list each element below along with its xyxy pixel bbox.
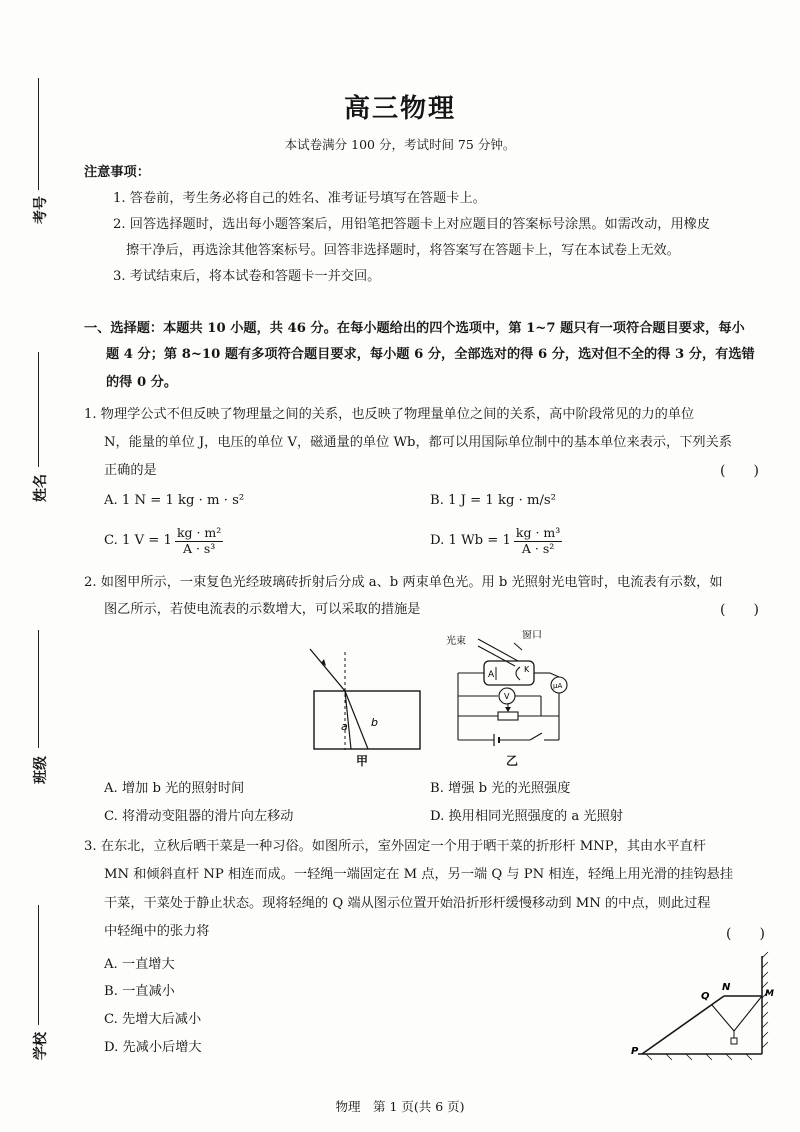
label-N: N — [722, 982, 731, 993]
section-heading-3: 的得 0 分。 — [106, 375, 178, 390]
q2-figure-yi — [442, 630, 582, 752]
section-heading-2: 题 4 分；第 8~10 题有多项符合题目要求，每小题 6 分，全部选对的得 6 分，选对但不全的得 3 分，有选错 — [106, 347, 755, 362]
rope-right — [734, 996, 762, 1031]
q2-figure-jia — [290, 630, 440, 768]
label-Q: Q — [701, 991, 710, 1002]
label-b: b — [371, 716, 378, 729]
label-cathode: K — [524, 665, 530, 674]
q1-option-c-fraction — [175, 527, 223, 555]
dried-vegetables — [731, 1038, 737, 1044]
q3-option-d: D. 先减小后增大 — [104, 1040, 202, 1055]
note-1: 1. 答卷前，考生务必将自己的姓名、准考证号填写在答题卡上。 — [113, 191, 486, 206]
q1-option-c — [104, 523, 223, 559]
side-label-class: 班级 — [33, 756, 49, 784]
window-pointer — [514, 643, 522, 650]
q1-stem-3: 正确的是 — [104, 463, 157, 478]
note-3: 3. 考试结束后，将本试卷和答题卡一并交回。 — [113, 269, 381, 284]
q2-stem-1: 2. 如图甲所示，一束复色光经玻璃砖折射后分成 a、b 两束单色光。用 b 光照射光电管时，电流表有示数，如 — [84, 575, 723, 590]
ground-hatch — [666, 1054, 672, 1060]
label-beam: 光束 — [446, 636, 466, 647]
beam-line-1 — [478, 639, 518, 661]
q2-figure-yi-label: 乙 — [506, 754, 519, 768]
q1-option-c-prefix: C. 1 V = 1 — [104, 533, 172, 549]
side-line-class — [38, 630, 39, 748]
section-heading-1: 一、选择题：本题共 10 小题，共 46 分。在每小题给出的四个选项中，第 1~7 题只有一项符合题目要求，每小 — [84, 321, 745, 336]
notes-heading: 注意事项： — [84, 165, 150, 180]
note-2-cont: 擦干净后，再选涂其他答案标号。回答非选择题时，将答案写在答题卡上，写在本试卷上无效。 — [126, 243, 680, 258]
q1-answer-paren: ( ) — [720, 463, 759, 479]
side-label-school: 学校 — [33, 1032, 49, 1060]
exam-info: 本试卷满分 100 分，考试时间 75 分钟。 — [284, 137, 516, 152]
q1-option-c-num: kg · m² — [176, 525, 222, 540]
page-footer: 物理 第 1 页(共 6 页) — [335, 1099, 465, 1114]
label-uA: μA — [553, 682, 563, 690]
side-line-name — [38, 352, 39, 467]
q2-answer-paren: ( ) — [720, 602, 759, 618]
wall-hatch — [762, 982, 768, 988]
q1-option-d — [430, 523, 562, 559]
wall-hatch — [762, 1012, 768, 1018]
ground-hatch — [706, 1054, 712, 1060]
q1-option-d-prefix: D. 1 Wb = 1 — [430, 533, 511, 549]
q2-option-c: C. 将滑动变阻器的滑片向左移动 — [104, 809, 294, 824]
q3-option-a: A. 一直增大 — [104, 957, 175, 972]
q3-answer-paren: ( ) — [726, 926, 765, 942]
q1-option-b: B. 1 J = 1 kg · m/s² — [430, 493, 556, 508]
wall-hatch — [762, 1022, 768, 1028]
label-anode: A — [488, 670, 495, 680]
q2-option-b: B. 增强 b 光的光照强度 — [430, 781, 571, 796]
ground-hatch — [686, 1054, 692, 1060]
incident-ray — [310, 649, 345, 691]
q2-option-d: D. 换用相同光照强度的 a 光照射 — [430, 809, 623, 824]
q3-option-c: C. 先增大后减小 — [104, 1012, 202, 1027]
rheostat — [498, 712, 518, 720]
ground-hatch — [726, 1054, 732, 1060]
q2-option-a: A. 增加 b 光的照射时间 — [104, 781, 245, 796]
note-2: 2. 回答选择题时，选出每小题答案后，用铅笔把答题卡上对应题目的答案标号涂黑。如需改动，用橡皮 — [113, 217, 711, 232]
q1-option-d-den: A · s² — [521, 540, 555, 556]
cathode-plate — [516, 667, 520, 680]
side-label-name: 姓名 — [33, 474, 49, 502]
wall-hatch — [762, 952, 768, 958]
q1-option-d-fraction — [514, 527, 562, 555]
label-V: V — [504, 692, 510, 701]
page-title: 高三物理 — [343, 94, 456, 124]
ground-hatch — [746, 1054, 752, 1060]
q3-stem-1: 3. 在东北，立秋后晒干菜是一种习俗。如图所示，室外固定一个用于晒干菜的折形杆 MNP，其由水平直杆 — [84, 839, 706, 854]
wire-meter-top — [550, 673, 559, 677]
glass-block — [314, 691, 420, 749]
q2-figure-jia-label: 甲 — [356, 754, 369, 768]
rope-left — [712, 1005, 734, 1031]
q1-option-c-den: A · s³ — [182, 540, 216, 556]
wall-hatch — [762, 1042, 768, 1048]
label-M: M — [765, 989, 774, 999]
wall-hatch — [762, 1032, 768, 1038]
q1-stem-2: N，能量的单位 J，电压的单位 V，磁通量的单位 Wb，都可以用国际单位制中的基本单位来表示，下列关系 — [104, 435, 732, 450]
q3-stem-2: MN 和倾斜直杆 NP 相连而成。一轻绳一端固定在 M 点，另一端 Q 与 PN 相连，轻绳上用光滑的挂钩悬挂 — [104, 867, 734, 882]
wall-hatch — [762, 962, 768, 968]
q1-option-a: A. 1 N = 1 kg · m · s² — [104, 493, 245, 508]
ground-hatch — [646, 1054, 652, 1060]
q1-option-d-num: kg · m³ — [515, 525, 561, 540]
q1-stem-1: 1. 物理学公式不但反映了物理量之间的关系，也反映了物理量单位之间的关系，高中阶段常见的力的单位 — [84, 407, 695, 422]
label-P: P — [631, 1046, 639, 1057]
q3-figure — [628, 950, 778, 1060]
q2-stem-2: 图乙所示，若使电流表的示数增大，可以采取的措施是 — [104, 602, 421, 617]
label-window: 窗口 — [522, 630, 542, 641]
label-a: a — [341, 720, 348, 733]
q3-option-b: B. 一直减小 — [104, 984, 175, 999]
wall-hatch — [762, 972, 768, 978]
q3-stem-4: 中轻绳中的张力将 — [104, 924, 210, 939]
rod-np — [642, 996, 724, 1054]
wall-hatch — [762, 1002, 768, 1008]
side-label-exam-no: 考号 — [33, 196, 49, 224]
q3-stem-3: 干菜，干菜处于静止状态。现将轻绳的 Q 端从图示位置开始沿折形杆缓慢移动到 MN 的中点，则此过程 — [104, 896, 711, 911]
slider-arrow — [505, 707, 511, 712]
side-line-school — [38, 905, 39, 1025]
switch — [530, 733, 542, 740]
